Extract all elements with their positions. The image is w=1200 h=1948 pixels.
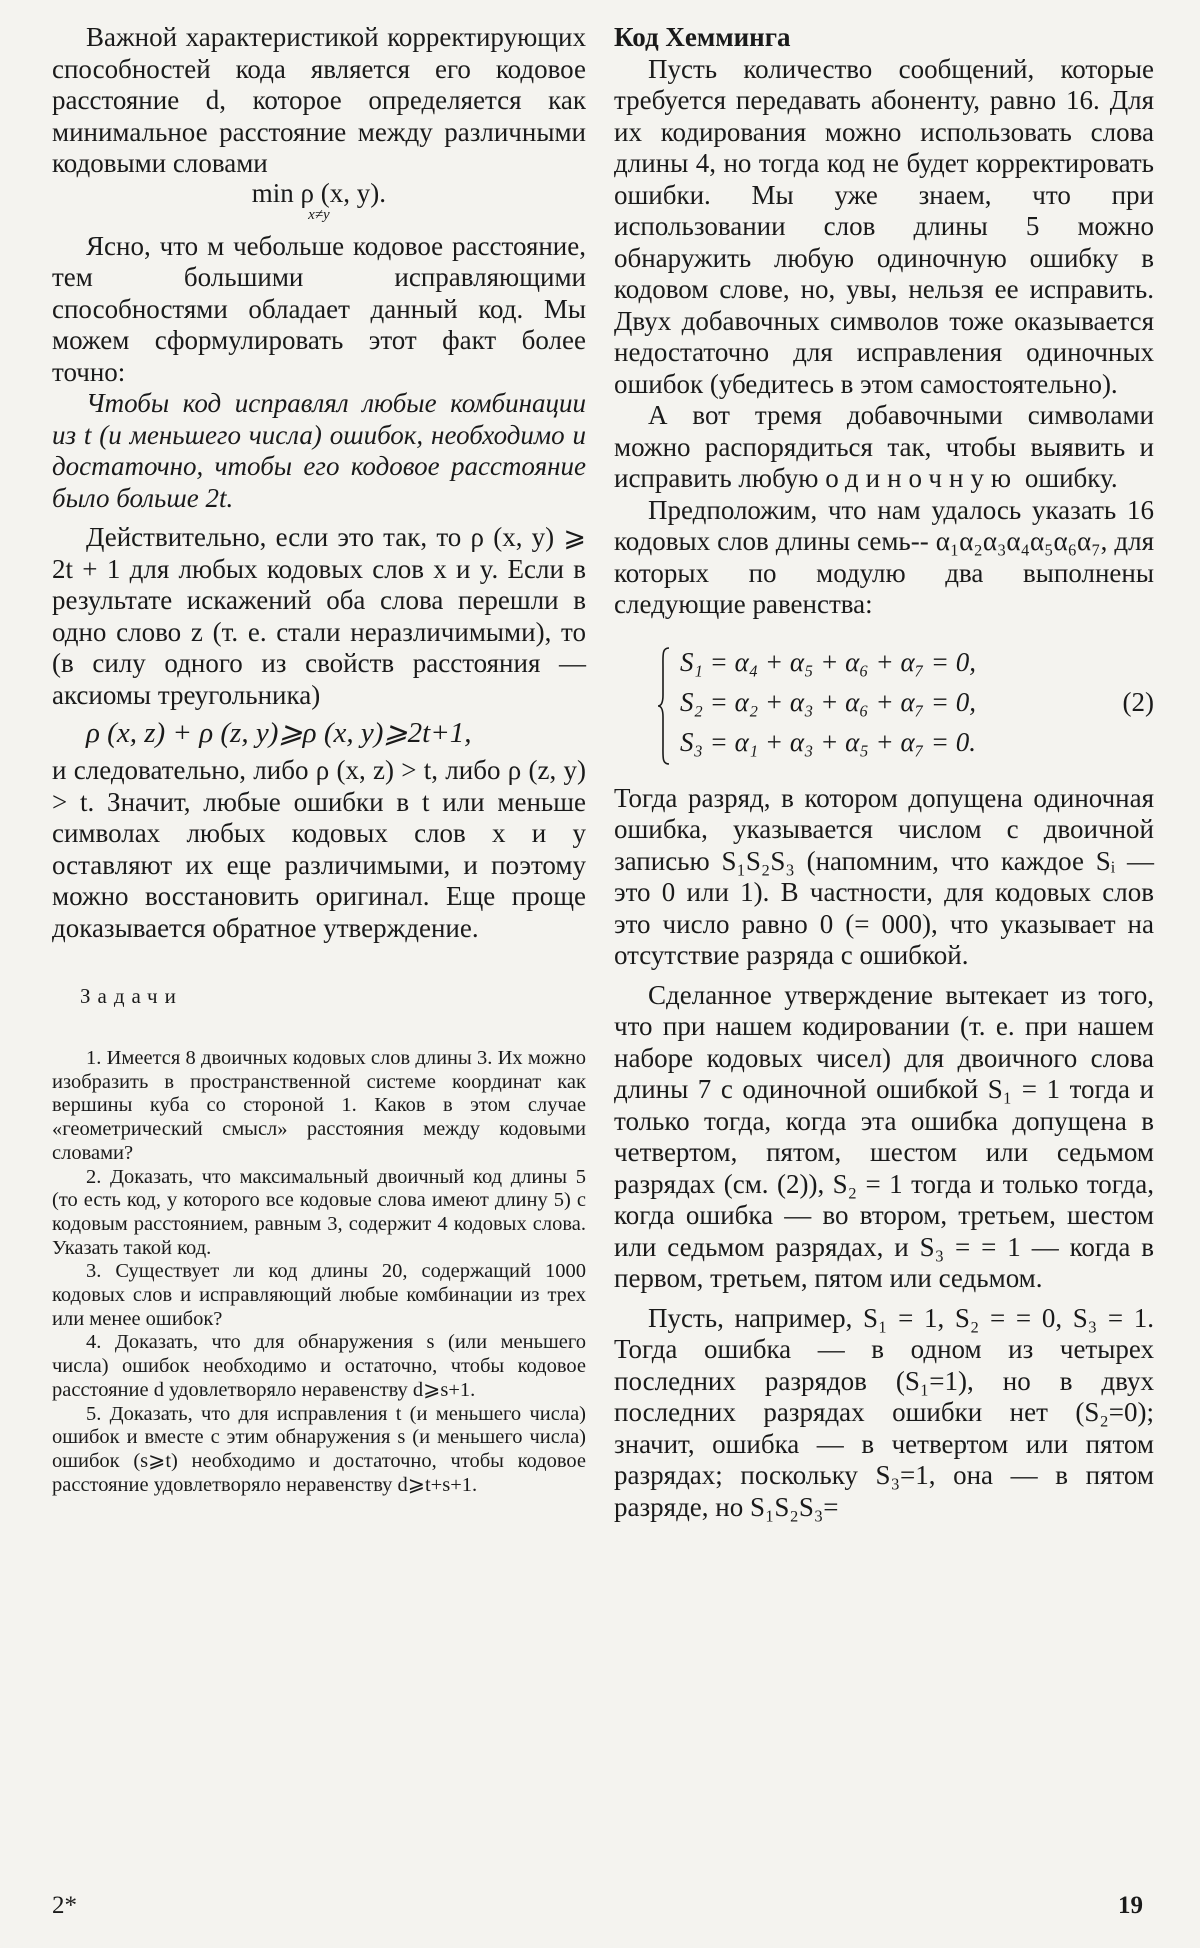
- p2-text-a: А вот тремя добавочными символами можно распорядиться так, чтобы выявить и исправить любую: [614, 400, 1154, 493]
- page-number: 19: [1118, 1892, 1143, 1919]
- triangle-inequality-formula: ρ (x, z) + ρ (z, y)⩾ρ (x, y)⩾2t+1,: [86, 717, 472, 749]
- min-distance-formula: [52, 177, 586, 223]
- right-column: [614, 22, 1154, 1523]
- paragraph-example: Пусть, например, S₁ = 1, S₂ = = 0, S₃ = 1. Тогда ошибка — в одном из четырех последних разрядов (S₁=1), но в двух последних разрядах ошибки нет (S₂=0); значит, ошибка — в четвертом или пятом разрядах; поскольку S₃=1, она — в пятом разряде, но S₁S₂S₃=: [614, 1302, 1154, 1522]
- theorem-statement: Чтобы код исправлял любые комбинации из t (и меньшего числа) ошибок, необходимо и достаточно, чтобы его кодовое расстояние было больше 2t.: [52, 388, 586, 513]
- paragraph-proof: Действительно, если это так, то ρ (x, y) ⩾ 2t + 1 для любых кодовых слов x и y. Если в результате искажений оба слова перешли в одно слово z (т. е. стали неразличимыми), то (в силу одного из свойств расстояния — аксиомы треугольника): [52, 522, 586, 710]
- left-column: [52, 22, 586, 1497]
- task-item: 5. Доказать, что для исправления t (и меньшего числа) ошибок и вместе с этим обнаружения s (и меньшего числа) ошибок (s⩾t) необходимо и достаточно, чтобы кодовое расстояние удовлетворяло неравенству d⩾t+s+1.: [52, 1402, 586, 1496]
- paragraph-error-position: Тогда разряд, в котором допущена одиночная ошибка, указывается числом с двоичной записью S₁S₂S₃ (напомним, что каждое Sᵢ — это 0 или 1). В частности, для кодовых слов это число равно 0 (= 000), что указывает на отсутствие разряда с ошибкой.: [614, 782, 1154, 970]
- equation-system: [658, 647, 1154, 765]
- equation-s3: S₃ = α₁ + α₃ + α₅ + α₇ = 0.: [680, 726, 976, 757]
- p2-text-c: ошибку.: [1024, 463, 1118, 493]
- task-item: 2. Доказать, что максимальный двоичный код длины 5 (то есть код, у которого все кодовые слова имеют длину 5) с кодовым расстоянием, равным 3, содержит 4 кодовых слова. Указать такой код.: [52, 1165, 586, 1259]
- min-formula-text: min ρ (x, y).: [251, 177, 386, 208]
- paragraph-messages: Пусть количество сообщений, которые требуется передавать абоненту, равно 16. Для их кодирования можно использовать слова длины 4, но тогда код не будет корректировать ошибки. Мы уже знаем, что при использовании слов длины 5 можно обнаружить любую одиночную ошибку в кодовом слове, но, увы, нельзя ее исправить. Двух добавочных символов тоже оказывается недостаточно для исправления одиночных ошибок (убедитесь в этом самостоятельно).: [614, 53, 1154, 399]
- tasks-heading: Задачи: [80, 984, 183, 1008]
- paragraph-statement: Сделанное утверждение вытекает из того, что при нашем кодировании (т. е. при нашем наборе кодовых чисел) для двоичного слова длины 7 с одиночной ошибкой S₁ = 1 тогда и только тогда, когда эта ошибка допущена в четвертом, пятом, шестом или седьмом разрядах (см. (2)), S₂ = 1 тогда и только тогда, когда ошибка — во втором, третьем, шестом или седьмом разрядах, и S₃ = = 1 — когда в первом, третьем, пятом или седьмом.: [614, 979, 1154, 1293]
- spaced-word-single: одиночную: [825, 463, 1019, 493]
- paragraph-suppose: Предположим, что нам удалось указать 16 кодовых слов длины семь-- α₁α₂α₃α₄α₅α₆α₇, для которых по модулю два выполнены следующие равенства:: [614, 494, 1154, 619]
- equation-s1: S₁ = α₄ + α₅ + α₆ + α₇ = 0,: [680, 646, 976, 677]
- task-item: 4. Доказать, что для обнаружения s (или меньшего числа) ошибок необходимо и остаточно, чтобы кодовое расстояние d удовлетворяло неравенству d⩾s+1.: [52, 1331, 586, 1401]
- task-item: 3. Существует ли код длины 20, содержащий 1000 кодовых слов и исправляющий любые комбинации из трех или менее ошибок?: [52, 1260, 586, 1330]
- task-item: 1. Имеется 8 двоичных кодовых слов длины 3. Их можно изобразить в пространственной системе координат как вершины куба со стороной 1. Каков в этом случае «геометрический смысл» расстояния между кодовыми словами?: [52, 1047, 586, 1164]
- signature-mark: 2*: [52, 1892, 77, 1919]
- paragraph-conclusion: и следовательно, либо ρ (x, z) > t, либо ρ (z, y) > t. Значит, любые ошибки в t или меньше символах любых кодовых слов x и y оставляют их еще различимыми, и поэтому можно восстановить оригинал. Еще проще доказывается обратное утверждение.: [52, 755, 586, 943]
- brace-symbol: [658, 647, 670, 765]
- paragraph-larger-distance: Ясно, что м чебольше кодовое расстояние, тем большими исправляющими способностями обладает данный код. Мы можем сформулировать этот факт более точно:: [52, 230, 586, 387]
- paragraph-code-distance: Важной характеристикой корректирующих способностей кода является его кодовое расстояние d, которое определяется как минимальное расстояние между различными кодовыми словами: [52, 22, 586, 178]
- equation-number: (2): [1122, 686, 1154, 717]
- min-formula-subscript: x≠y: [308, 206, 330, 223]
- paragraph-three-symbols: [614, 400, 1154, 495]
- equation-s2: S₂ = α₂ + α₃ + α₆ + α₇ = 0,: [680, 686, 976, 717]
- section-heading: Код Хемминга: [614, 22, 791, 52]
- tasks-list: [52, 1047, 586, 1497]
